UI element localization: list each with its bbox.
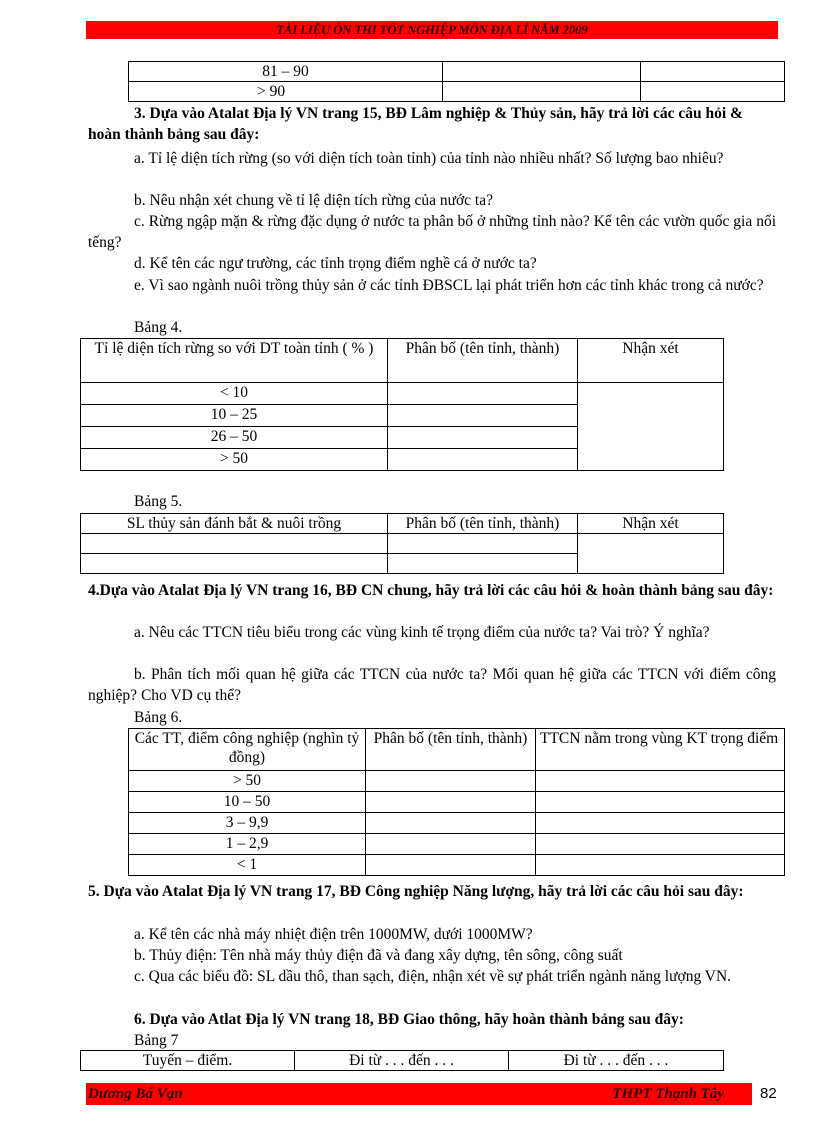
table-header-row	[81, 514, 724, 534]
question-3-title: 3. Dựa vào Atalat Địa lý VN trang 15, BĐ Lâm nghiệp & Thủy sản, hãy trả lời các câu hỏi & hoàn thành bảng sau đây:	[88, 105, 743, 143]
table-5-label: Bảng 5.	[134, 493, 183, 510]
table-cell: < 1	[129, 855, 366, 876]
table-row	[129, 834, 785, 855]
question-5-item-b: b. Thủy điện: Tên nhà máy thủy điện đã và đang xây dựng, tên sông, công suất	[134, 947, 623, 964]
table-7	[80, 1050, 724, 1071]
question-6-title: 6. Dựa vào Atlat Địa lý VN trang 18, BĐ Giao thông, hãy hoàn thành bảng sau đây:	[134, 1011, 684, 1028]
table-header-cell: Phân bố (tên tỉnh, thành)	[366, 729, 536, 771]
table-header-cell: Nhận xét	[578, 339, 724, 383]
question-5-item-a: a. Kể tên các nhà máy nhiệt điện trên 1000MW, dưới 1000MW?	[134, 926, 533, 943]
table-row	[81, 383, 724, 405]
table-row	[129, 792, 785, 813]
question-4-title: 4.Dựa vào Atalat Địa lý VN trang 16, BĐ CN chung, hãy trả lời các câu hỏi & hoàn thành bảng sau đây:	[88, 582, 774, 599]
table-7-label: Bảng 7	[134, 1032, 179, 1049]
table-cell: > 50	[81, 449, 388, 471]
table-cell: > 90	[129, 82, 443, 102]
question-5-title: 5. Dựa vào Atalat Địa lý VN trang 17, BĐ Công nghiệp Năng lượng, hãy trả lời các câu hỏi sau đây:	[88, 883, 744, 900]
question-4-item-b: b. Phân tích mối quan hệ giữa các TTCN của nước ta? Mối quan hệ giữa các TTCN với điểm công nghiệp? Cho VD cụ thể?	[88, 666, 776, 704]
footer-band	[86, 1083, 752, 1105]
question-3-item-e: e. Vì sao ngành nuôi trồng thủy sản ở các tỉnh ĐBSCL lại phát triển hơn các tỉnh khác trong cả nước?	[134, 277, 764, 294]
table-header-cell: Nhận xét	[578, 514, 724, 534]
table-header-cell: Các TT, điểm công nghiệp (nghìn tỷ đồng)	[129, 729, 366, 771]
footer-author: Dương Bá Vạn	[88, 1086, 183, 1102]
question-3-item-a: a. Tỉ lệ diện tích rừng (so với diện tích toàn tỉnh) của tỉnh nào nhiều nhất? Số lượng bao nhiêu?	[134, 150, 724, 167]
header-band	[86, 21, 778, 39]
table-4	[80, 338, 724, 471]
table-cell: 1 – 2,9	[129, 834, 366, 855]
table-cell: 10 – 25	[81, 405, 388, 427]
table-row	[129, 62, 785, 82]
table-header-cell: Tỉ lệ diện tích rừng so với DT toàn tỉnh ( % )	[81, 339, 388, 383]
question-3-item-d: d. Kể tên các ngư trường, các tỉnh trọng điểm nghề cá ở nước ta?	[134, 255, 537, 272]
table-cell: > 50	[129, 771, 366, 792]
table-cell: 26 – 50	[81, 427, 388, 449]
table-cell: 81 – 90	[129, 62, 443, 82]
table-6-label: Bảng 6.	[134, 709, 183, 726]
table-5	[80, 513, 724, 574]
table-cell: < 10	[81, 383, 388, 405]
page-number: 82	[760, 1085, 777, 1102]
table-row	[81, 534, 724, 554]
table-row	[129, 813, 785, 834]
question-4-item-a: a. Nêu các TTCN tiêu biểu trong các vùng kinh tế trọng điểm của nước ta? Vai trò? Ý nghĩa?	[134, 624, 710, 641]
table-header-cell: Phân bố (tên tỉnh, thành)	[388, 339, 578, 383]
table-header-cell: Tuyến – điểm.	[81, 1051, 295, 1071]
question-5-item-c: c. Qua các biểu đồ: SL dầu thô, than sạch, điện, nhận xét về sự phát triển ngành năng lượng VN.	[134, 968, 732, 985]
footer-school: THPT Thạnh Tây	[612, 1086, 724, 1102]
table-header-cell: TTCN nằm trong vùng KT trọng điểm	[536, 729, 785, 771]
table-row	[129, 771, 785, 792]
table-header-row	[81, 1051, 724, 1071]
table-header-cell: Đi từ . . . đến . . .	[295, 1051, 509, 1071]
table-header-cell: SL thủy sản đánh bắt & nuôi trồng	[81, 514, 388, 534]
table-header-row	[129, 729, 785, 771]
question-3-item-b: b. Nêu nhận xét chung về tỉ lệ diện tích rừng của nước ta?	[134, 192, 493, 209]
table-row	[129, 855, 785, 876]
comment-cell	[578, 383, 724, 471]
document-header-title: TÀI LIỆU ÔN THI TỐT NGHIỆP MÔN ĐỊA LÍ NĂM 2009	[276, 23, 588, 37]
table-row	[129, 82, 785, 102]
table-header-row	[81, 339, 724, 383]
question-3-item-c: c. Rừng ngập mặn & rừng đặc dụng ở nước ta phân bố ở những tỉnh nào? Kể tên các vườn quốc gia nổi tếng?	[88, 213, 776, 251]
table-cell: 10 – 50	[129, 792, 366, 813]
table-header-cell: Phân bố (tên tỉnh, thành)	[388, 514, 578, 534]
table-header-cell: Đi từ . . . đến . . .	[509, 1051, 724, 1071]
table-top	[128, 61, 785, 102]
table-6	[128, 728, 785, 876]
table-4-label: Bảng 4.	[134, 319, 183, 336]
table-cell: 3 – 9,9	[129, 813, 366, 834]
